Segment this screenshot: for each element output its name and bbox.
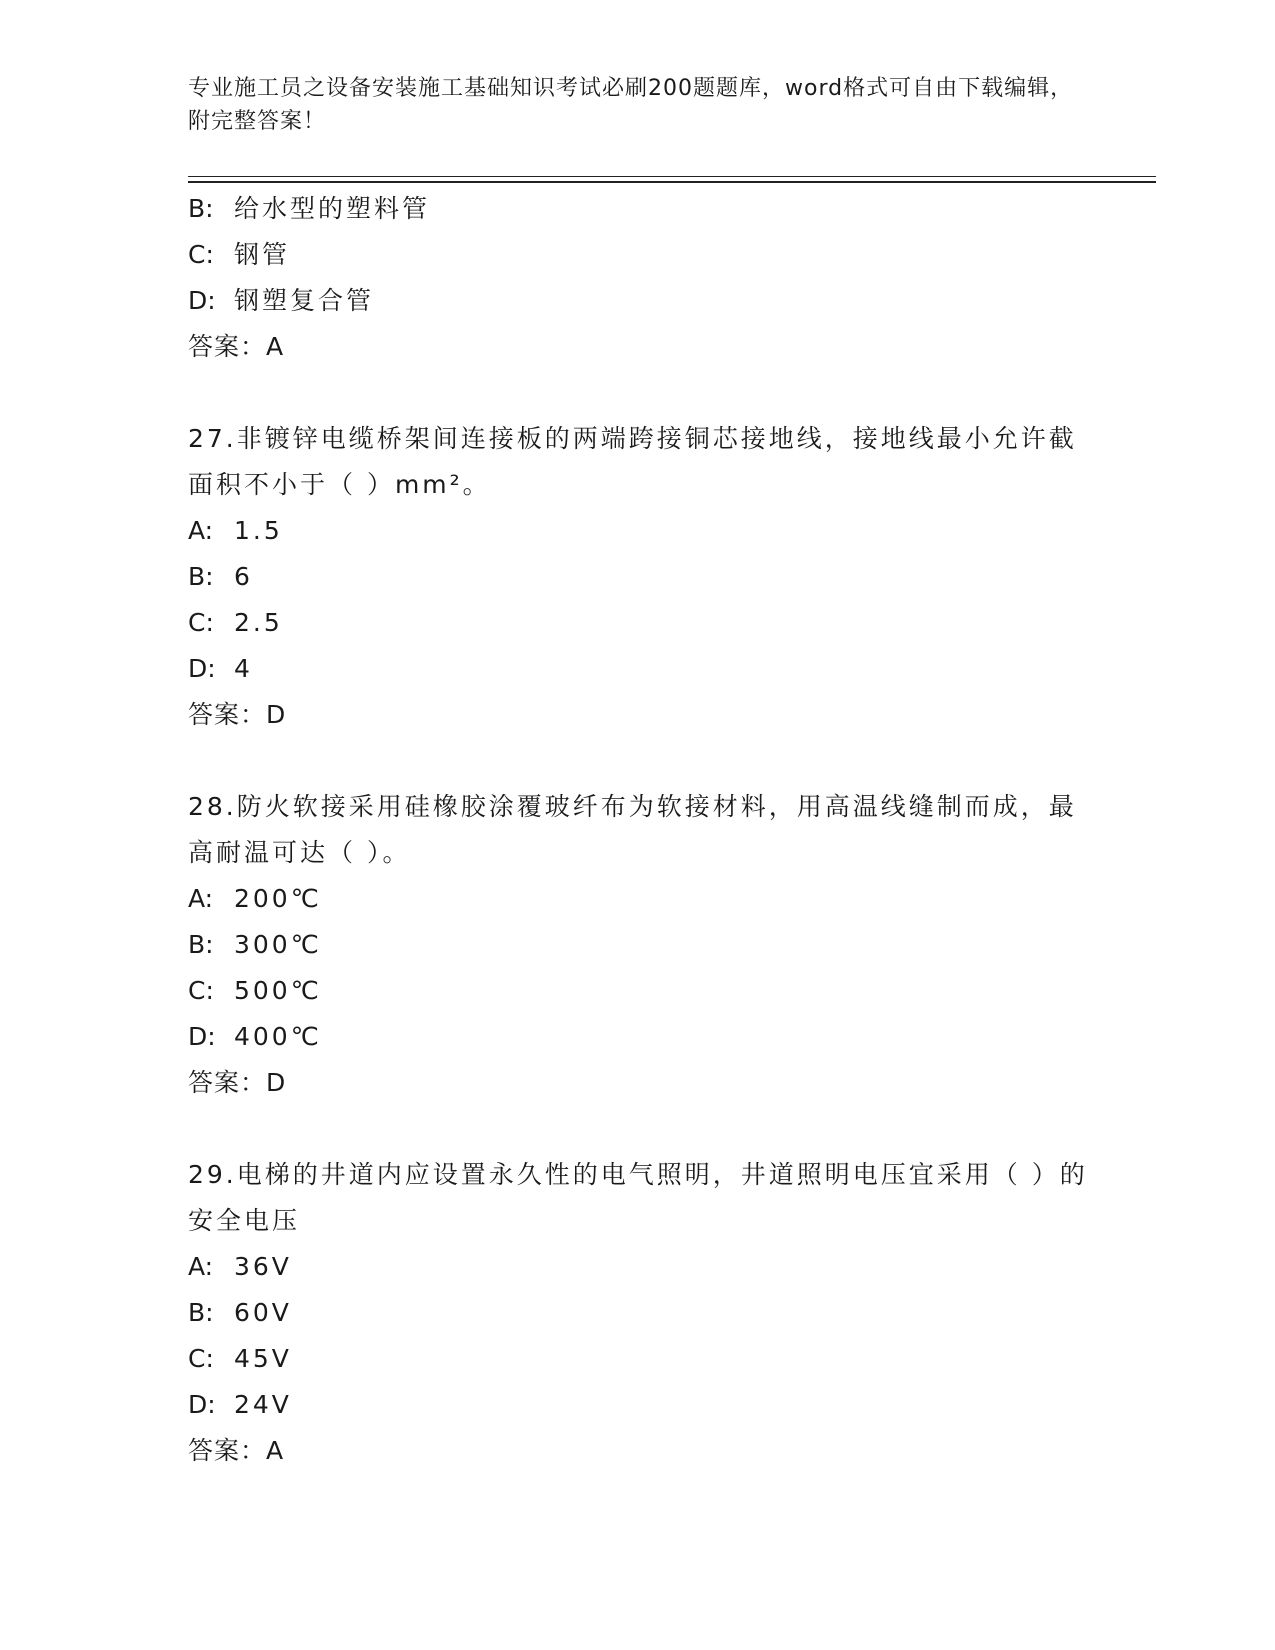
option-a [188, 876, 1088, 922]
option-text: 24V [234, 1390, 292, 1419]
question-text: 28.防火软接采用硅橡胶涂覆玻纤布为软接材料，用高温线缝制而成，最高耐温可达（ ）。 [188, 792, 1077, 867]
option-letter: B: [188, 930, 214, 959]
option-text: 钢管 [234, 240, 291, 269]
option-text: 36V [234, 1252, 292, 1281]
option-letter: B: [188, 194, 214, 223]
option-letter: C: [188, 976, 214, 1005]
option-text: 2.5 [234, 608, 283, 637]
question-29 [188, 1152, 1088, 1474]
option-letter: C: [188, 240, 214, 269]
answer-line: 答案：A [188, 1436, 285, 1465]
option-text: 45V [234, 1344, 292, 1373]
option-letter: D: [188, 654, 216, 683]
option-letter: D: [188, 1022, 216, 1051]
answer-line: 答案：A [188, 332, 285, 361]
option-b [188, 1290, 1088, 1336]
option-a [188, 1244, 1088, 1290]
answer-line: 答案：D [188, 700, 287, 729]
option-letter: A: [188, 516, 214, 545]
option-c [188, 1336, 1088, 1382]
option-c [188, 600, 1088, 646]
option-c [188, 232, 1088, 278]
option-letter: B: [188, 1298, 214, 1327]
option-b [188, 922, 1088, 968]
question-text: 27.非镀锌电缆桥架间连接板的两端跨接铜芯接地线，接地线最小允许截面积不小于（ ）mm²。 [188, 424, 1077, 499]
option-letter: D: [188, 286, 216, 315]
answer-line: 答案：D [188, 1068, 287, 1097]
option-text: 4 [234, 654, 253, 683]
question-list [188, 186, 1088, 1474]
option-text: 300℃ [234, 930, 322, 959]
option-a [188, 508, 1088, 554]
option-text: 给水型的塑料管 [234, 194, 431, 223]
option-text: 1.5 [234, 516, 283, 545]
option-letter: A: [188, 884, 214, 913]
option-c [188, 968, 1088, 1014]
option-text: 6 [234, 562, 253, 591]
header-divider-thin [188, 176, 1156, 177]
document-header: 专业施工员之设备安装施工基础知识考试必刷200题题库，word格式可自由下载编辑，附完整答案！ [188, 76, 1074, 134]
question-28 [188, 784, 1088, 1106]
option-text: 钢塑复合管 [234, 286, 375, 315]
option-d [188, 1382, 1088, 1428]
option-text: 500℃ [234, 976, 322, 1005]
header-divider-thick [188, 181, 1156, 183]
option-letter: C: [188, 1344, 214, 1373]
option-d [188, 1014, 1088, 1060]
option-b [188, 186, 1088, 232]
option-letter: B: [188, 562, 214, 591]
option-b [188, 554, 1088, 600]
option-text: 400℃ [234, 1022, 322, 1051]
option-text: 60V [234, 1298, 292, 1327]
option-letter: A: [188, 1252, 214, 1281]
option-text: 200℃ [234, 884, 322, 913]
question-text: 29.电梯的井道内应设置永久性的电气照明，井道照明电压宜采用（ ）的安全电压 [188, 1160, 1088, 1235]
option-letter: C: [188, 608, 214, 637]
prev-question-options [188, 186, 1088, 370]
option-d [188, 278, 1088, 324]
option-letter: D: [188, 1390, 216, 1419]
question-27 [188, 416, 1088, 738]
option-d [188, 646, 1088, 692]
